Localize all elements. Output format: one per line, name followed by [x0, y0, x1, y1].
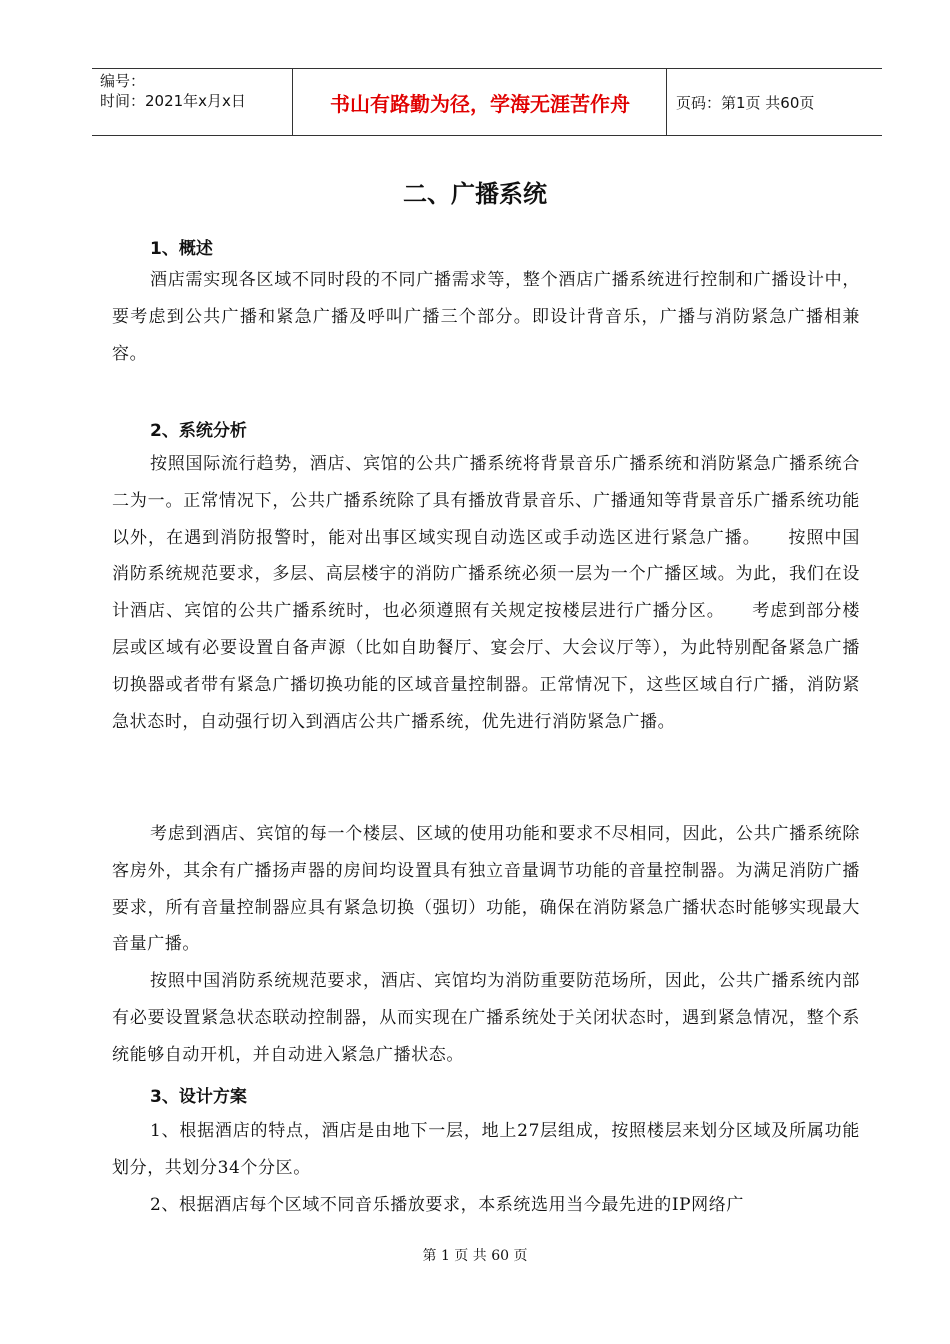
section-heading-overview: 1、概述 — [150, 239, 213, 259]
document-title: 二、广播系统 — [403, 180, 547, 208]
header-divider — [292, 69, 293, 135]
paragraph: 1、根据酒店的特点，酒店是由地下一层，地上27层组成，按照楼层来划分区域及所属功能划分，共划分34个分区。 — [112, 1121, 860, 1178]
paragraph: 按照中国消防系统规范要求，酒店、宾馆均为消防重要防范场所，因此，公共广播系统内部有必要设置紧急状态联动控制器，从而实现在广播系统处于关闭状态时，遇到紧急情况，整个系统能够自动开机，并自动进入紧急广播状态。 — [112, 971, 860, 1065]
paragraph: 酒店需实现各区域不同时段的不同广播需求等，整个酒店广播系统进行控制和广播设计中，要考虑到公共广播和紧急广播及呼叫广播三个部分。即设计背音乐，广播与消防紧急广播相兼容。 — [112, 270, 860, 364]
section-heading-analysis: 2、系统分析 — [150, 421, 247, 441]
time-label: 时间：2021年x月x日 — [100, 92, 246, 110]
header-meta — [100, 69, 290, 135]
page-footer: 第 1 页 共 60 页 — [422, 1248, 528, 1264]
header-divider — [666, 69, 667, 135]
paragraph: 考虑到酒店、宾馆的每一个楼层、区域的使用功能和要求不尽相同，因此，公共广播系统除客房外，其余有广播扬声器的房间均设置具有独立音量调节功能的音量控制器。为满足消防广播要求，所有音量控制器应具有紧急切换（强切）功能，确保在消防紧急广播状态时能够实现最大音量广播。 — [112, 824, 860, 955]
header-page-info: 页码：第1页 共60页 — [676, 93, 815, 112]
number-label: 编号： — [100, 72, 146, 90]
section-heading-design: 3、设计方案 — [150, 1087, 247, 1107]
page-header — [92, 68, 882, 136]
paragraph: 按照国际流行趋势，酒店、宾馆的公共广播系统将背景音乐广播系统和消防紧急广播系统合二为一。正常情况下，公共广播系统除了具有播放背景音乐、广播通知等背景音乐广播系统功能以外，在遇到消防报警时，能对出事区域实现自动选区或手动选区进行紧急广播。 按照中国消防系统规范要求，多层、高层楼宇的消防广播系统必须一层为一个广播区域。为此，我们在设计酒店、宾馆的公共广播系统时，也必须遵照有关规定按楼层进行广播分区。 考虑到部分楼层或区域有必要设置自备声源（比如自助餐厅、宴会厅、大会议厅等），为此特别配备紧急广播切换器或者带有紧急广播切换功能的区域音量控制器。正常情况下，这些区域自行广播，消防紧急状态时，自动强行切入到酒店公共广播系统，优先进行消防紧急广播。 — [112, 454, 860, 732]
header-motto: 书山有路勤为径，学海无涯苦作舟 — [330, 91, 630, 116]
paragraph: 2、根据酒店每个区域不同音乐播放要求，本系统选用当今最先进的IP网络广 — [150, 1195, 744, 1215]
